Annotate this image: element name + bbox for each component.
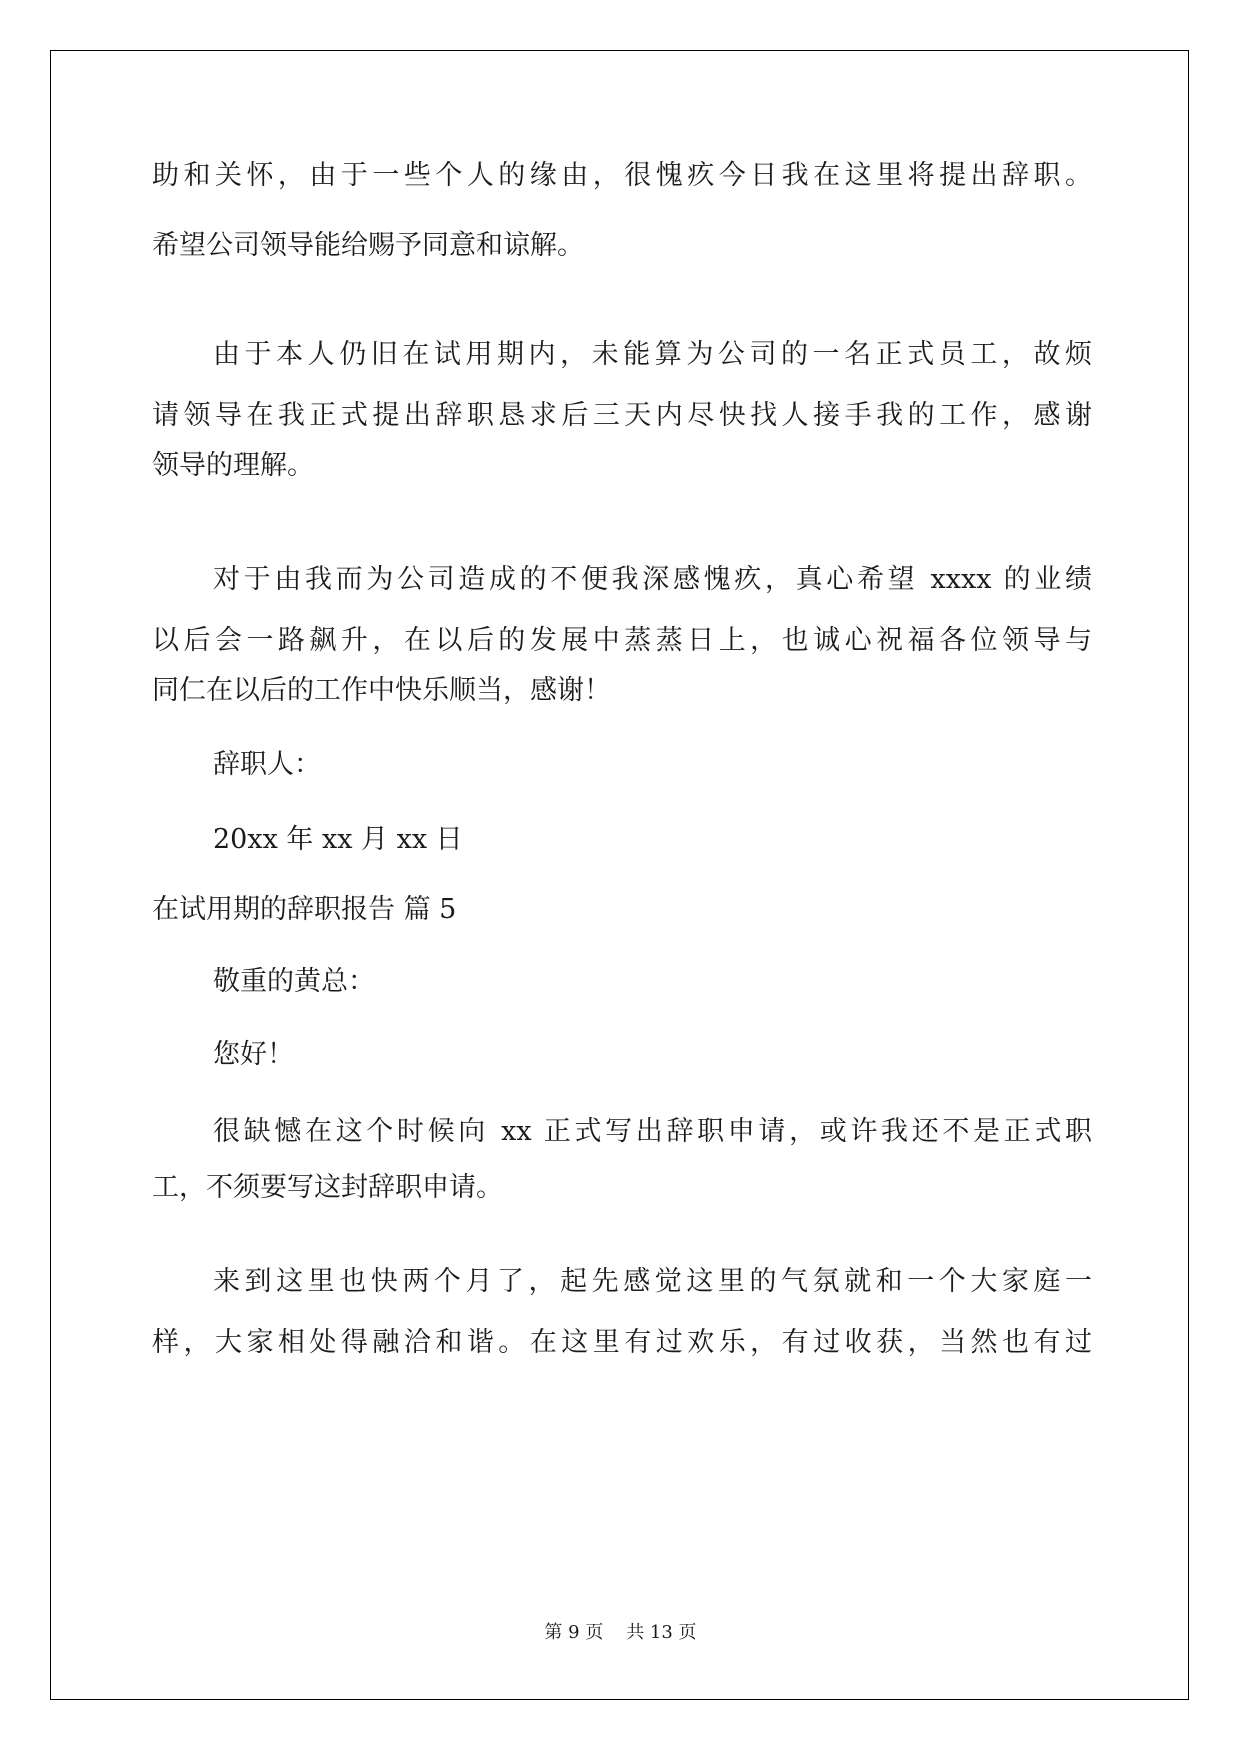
paragraph-line: 助和关怀，由于一些个人的缘由，很愧疚今日我在这里将提出辞职。: [152, 160, 1092, 191]
paragraph-line: 请领导在我正式提出辞职恳求后三天内尽快找人接手我的工作，感谢: [152, 400, 1092, 431]
paragraph-line: 希望公司领导能给赐予同意和谅解。: [152, 230, 584, 261]
paragraph-line: 对于由我而为公司造成的不便我深感愧疚，真心希望 xxxx 的业绩: [213, 564, 1092, 595]
paragraph-line: 领导的理解。: [152, 450, 314, 481]
paragraph-line: 样，大家相处得融洽和谐。在这里有过欢乐，有过收获，当然也有过: [152, 1327, 1092, 1358]
paragraph-line: 工，不须要写这封辞职申请。: [152, 1172, 503, 1203]
date-line: 20xx 年 xx 月 xx 日: [213, 824, 463, 855]
page-border: [50, 50, 1189, 1700]
paragraph-line: 很缺憾在这个时候向 xx 正式写出辞职申请，或许我还不是正式职: [213, 1116, 1092, 1147]
signature-label: 辞职人：: [213, 749, 321, 780]
salutation: 敬重的黄总：: [213, 966, 375, 997]
paragraph-line: 来到这里也快两个月了，起先感觉这里的气氛就和一个大家庭一: [213, 1266, 1092, 1297]
greeting: 您好！: [213, 1039, 294, 1070]
paragraph-line: 由于本人仍旧在试用期内，未能算为公司的一名正式员工，故烦: [213, 339, 1092, 370]
page-number-footer: 第 9 页 共 13 页: [544, 1622, 697, 1643]
paragraph-line: 以后会一路飙升，在以后的发展中蒸蒸日上，也诚心祝福各位领导与: [152, 625, 1092, 656]
paragraph-line: 同仁在以后的工作中快乐顺当，感谢！: [152, 675, 611, 706]
section-heading: 在试用期的辞职报告 篇 5: [152, 894, 457, 925]
